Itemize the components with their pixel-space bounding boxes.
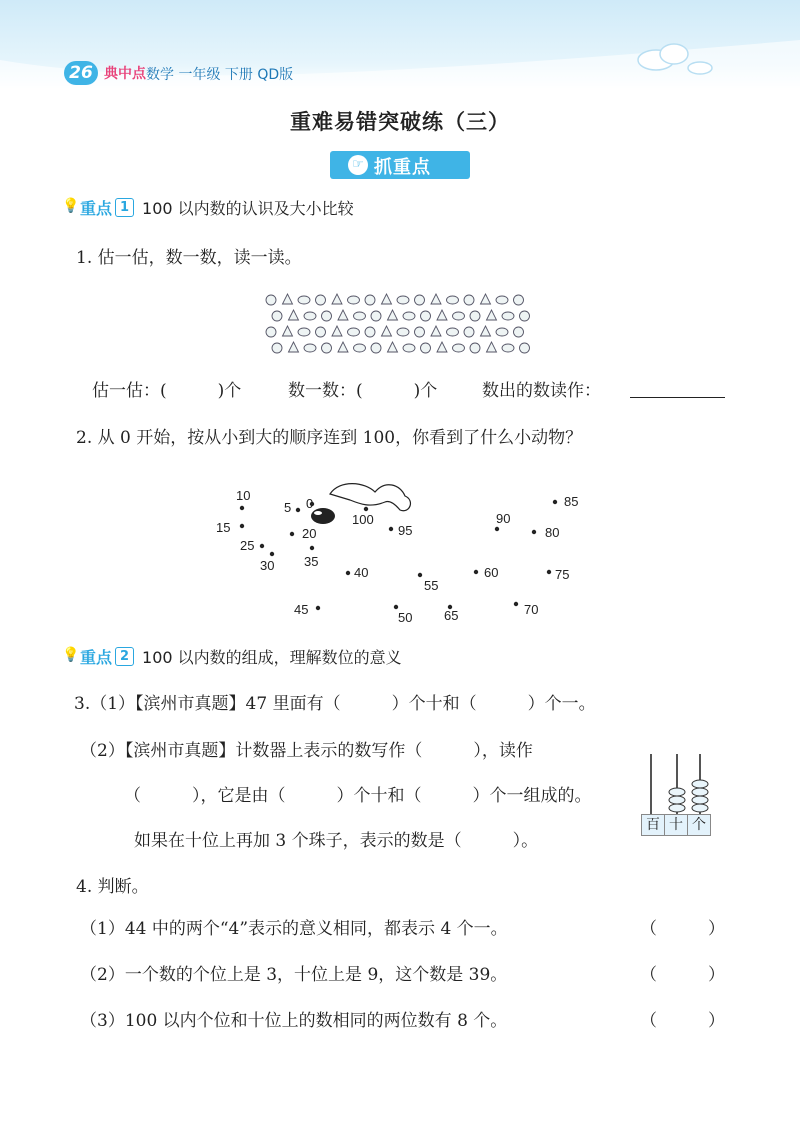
question-3-part-2-line-1: （2）【滨州市真题】计数器上表示的数写作（ ），读作 (80, 741, 533, 761)
shell-15 (514, 295, 524, 305)
shell-28 (470, 311, 480, 321)
shell-17 (289, 310, 299, 320)
dot-label-65: 65 (444, 608, 459, 623)
key-point-text: 100 以内数的组成，理解数位的意义 (142, 647, 402, 667)
shell-4 (332, 294, 342, 304)
dot-label-85: 85 (564, 494, 579, 509)
dot-label-40: 40 (354, 565, 369, 580)
page-number: 26 (64, 61, 98, 85)
shell-53 (354, 344, 366, 352)
judgement-item-2: （2）一个数的个位上是 3，十位上是 9，这个数是 39。 (80, 965, 508, 985)
shell-14 (496, 296, 508, 304)
tens-bead-1 (669, 796, 685, 804)
read-prompt-label: 数出的数读作： (482, 381, 601, 401)
cloud-icon (626, 38, 716, 78)
tens-place-label: 十 (665, 815, 688, 835)
shell-63 (520, 343, 530, 353)
shell-3 (316, 295, 326, 305)
shell-62 (502, 344, 514, 352)
ones-bead-1 (692, 796, 708, 804)
dot-95[interactable] (389, 527, 393, 531)
dot-5[interactable] (296, 508, 300, 512)
shell-61 (487, 342, 497, 352)
shell-49 (289, 342, 299, 352)
dot-85[interactable] (553, 500, 557, 504)
ones-place-label: 个 (692, 817, 706, 833)
dot-label-55: 55 (424, 578, 439, 593)
dot-label-20: 20 (302, 526, 317, 541)
dog-nose-drawing (311, 508, 335, 524)
shell-10 (431, 294, 441, 304)
shell-6 (365, 295, 375, 305)
dot-to-dot-puzzle (200, 474, 600, 634)
question-3-part-2-line-2: （ ），它是由（ ）个十和（ ）个一组成的。 (124, 786, 592, 806)
shell-1 (283, 294, 293, 304)
dot-15[interactable] (240, 524, 244, 528)
dot-label-95: 95 (398, 523, 413, 538)
shell-43 (447, 328, 459, 336)
dot-label-25: 25 (240, 538, 255, 553)
dot-90[interactable] (495, 527, 499, 531)
ones-bead-2 (692, 788, 708, 796)
key-point-label: 重点 (80, 198, 113, 218)
judgement-item-1: （1）44 中的两个“4”表示的意义相同，都表示 4 个一。 (80, 919, 508, 939)
shell-46 (496, 328, 508, 336)
dot-label-75: 75 (555, 567, 570, 582)
estimate-prompt: 估一估：( )个 (92, 381, 242, 401)
shell-12 (464, 295, 474, 305)
dot-50[interactable] (394, 605, 398, 609)
shell-45 (481, 326, 491, 336)
shell-25 (421, 311, 431, 321)
shell-36 (332, 326, 342, 336)
book-info: 数学 一年级 下册 QD版 (146, 67, 294, 83)
read-answer-line[interactable] (630, 378, 725, 398)
dog-ear-drawing (330, 484, 410, 511)
dot-label-80: 80 (545, 525, 560, 540)
shell-8 (397, 296, 409, 304)
shell-2 (298, 296, 310, 304)
shell-31 (520, 311, 530, 321)
dot-35[interactable] (310, 546, 314, 550)
dot-label-90: 90 (496, 511, 511, 526)
key-point-1 (62, 196, 354, 218)
dot-label-10: 10 (236, 488, 251, 503)
shell-55 (388, 342, 398, 352)
dot-label-60: 60 (484, 565, 499, 580)
shell-38 (365, 327, 375, 337)
question-2-stem: 2. 从 0 开始，按从小到大的顺序连到 100，你看到了什么小动物？ (76, 428, 583, 448)
shell-5 (348, 296, 360, 304)
judgement-answer-2[interactable]: （ ） (640, 965, 725, 985)
dot-40[interactable] (346, 571, 350, 575)
shell-52 (338, 342, 348, 352)
tens-bead-2 (669, 788, 685, 796)
key-point-text: 100 以内数的认识及大小比较 (142, 198, 354, 218)
page-title: 重难易错突破练（三） (290, 110, 510, 134)
shell-39 (382, 326, 392, 336)
dot-45[interactable] (316, 606, 320, 610)
dot-10[interactable] (240, 506, 244, 510)
question-4-stem: 4. 判断。 (76, 877, 149, 897)
dot-label-100: 100 (352, 512, 374, 527)
dot-label-35: 35 (304, 554, 319, 569)
dot-80[interactable] (532, 530, 536, 534)
question-3-part-2-line-3: 如果在十位上再加 3 个珠子，表示的数是（ ）。 (134, 831, 539, 851)
shell-60 (470, 343, 480, 353)
shell-13 (481, 294, 491, 304)
shell-24 (403, 312, 415, 320)
dot-100[interactable] (364, 507, 368, 511)
hundreds-place-label: 百 (642, 815, 665, 835)
shell-33 (283, 326, 293, 336)
question-3-part-1: 3.（1）【滨州市真题】47 里面有（ ）个十和（ ）个一。 (74, 694, 596, 714)
shell-21 (354, 312, 366, 320)
shell-35 (316, 327, 326, 337)
shell-16 (272, 311, 282, 321)
shell-50 (304, 344, 316, 352)
shell-58 (437, 342, 447, 352)
abacus-illustration (637, 752, 717, 816)
shell-47 (514, 327, 524, 337)
dot-30[interactable] (270, 552, 274, 556)
shell-51 (322, 343, 332, 353)
key-point-number: 2 (115, 647, 134, 666)
shell-34 (298, 328, 310, 336)
dot-label-0: 0 (306, 496, 314, 511)
shell-48 (272, 343, 282, 353)
dot-55[interactable] (418, 573, 422, 577)
shell-26 (437, 310, 447, 320)
dot-20[interactable] (290, 532, 294, 536)
dot-70[interactable] (514, 602, 518, 606)
key-point-2 (62, 645, 402, 667)
shells-illustration (263, 290, 535, 360)
shell-0 (266, 295, 276, 305)
ones-bead-3 (692, 780, 708, 788)
dot-label-70: 70 (524, 602, 539, 617)
abacus-place-labels (641, 814, 711, 836)
count-prompt: 数一数：( )个 (288, 381, 438, 401)
brand-logo: 典中点 (104, 66, 146, 82)
read-prompt (482, 376, 601, 401)
dot-label-30: 30 (260, 558, 275, 573)
shell-40 (397, 328, 409, 336)
judgement-answer-3[interactable]: （ ） (640, 1011, 725, 1031)
shell-29 (487, 310, 497, 320)
shell-59 (453, 344, 465, 352)
shell-42 (431, 326, 441, 336)
shell-22 (371, 311, 381, 321)
shell-41 (415, 327, 425, 337)
dot-label-15: 15 (216, 520, 231, 535)
shell-30 (502, 312, 514, 320)
shell-23 (388, 310, 398, 320)
shell-54 (371, 343, 381, 353)
judgement-item-3: （3）100 以内个位和十位上的数相同的两位数有 8 个。 (80, 1011, 508, 1031)
shell-19 (322, 311, 332, 321)
dot-75[interactable] (547, 570, 551, 574)
shell-37 (348, 328, 360, 336)
shell-20 (338, 310, 348, 320)
shell-57 (421, 343, 431, 353)
judgement-answer-1[interactable]: （ ） (640, 919, 725, 939)
key-point-label: 重点 (80, 647, 113, 667)
shell-18 (304, 312, 316, 320)
shell-27 (453, 312, 465, 320)
shell-56 (403, 344, 415, 352)
lightbulb-icon: 💡 (62, 647, 80, 663)
shell-9 (415, 295, 425, 305)
banner-label: 抓重点 (374, 157, 431, 178)
ones-bead-0 (692, 804, 708, 812)
shell-7 (382, 294, 392, 304)
key-points-banner (330, 151, 470, 179)
tens-bead-0 (669, 804, 685, 812)
key-point-number: 1 (115, 198, 134, 217)
dot-label-5: 5 (284, 500, 292, 515)
shell-44 (464, 327, 474, 337)
dot-60[interactable] (474, 570, 478, 574)
shell-32 (266, 327, 276, 337)
pointing-hand-icon: ☞ (348, 155, 368, 175)
question-1-stem: 1. 估一估，数一数，读一读。 (76, 248, 302, 268)
lightbulb-icon: 💡 (62, 198, 80, 214)
dot-label-45: 45 (294, 602, 309, 617)
shell-11 (447, 296, 459, 304)
dot-25[interactable] (260, 544, 264, 548)
dot-label-50: 50 (398, 610, 413, 625)
